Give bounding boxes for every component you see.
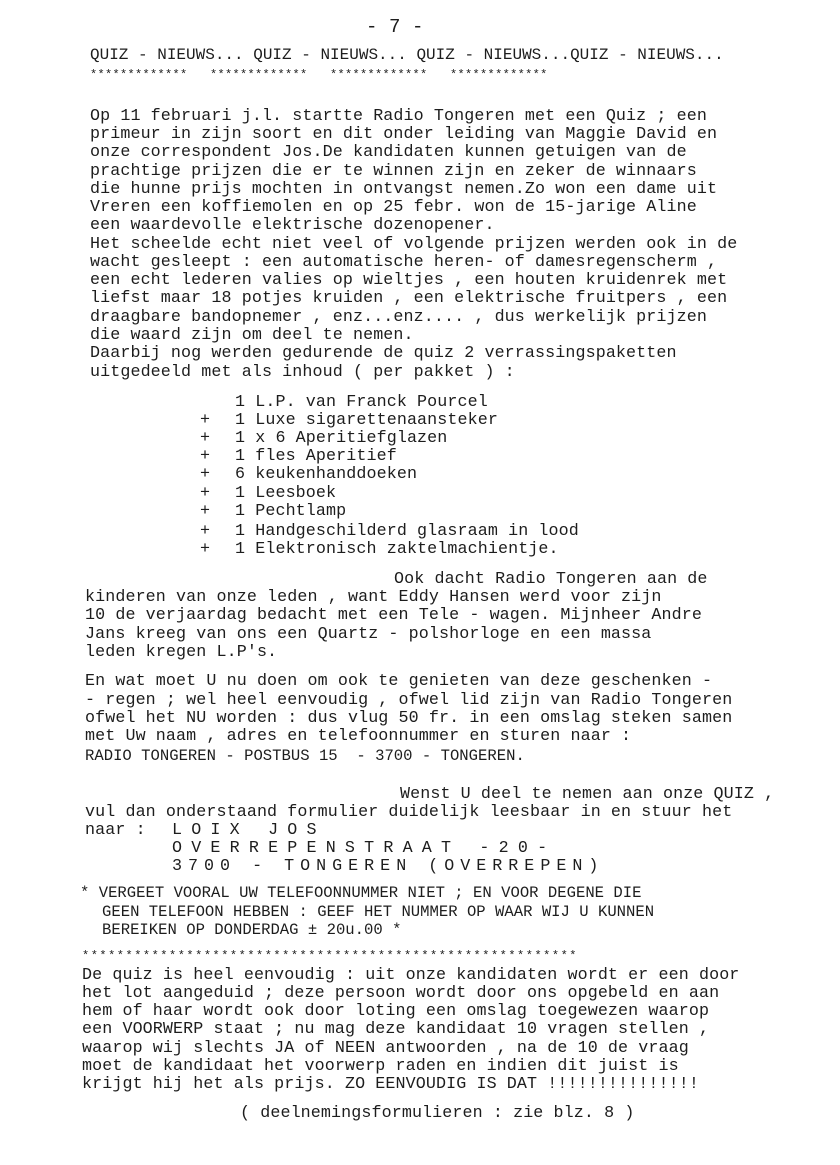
plus-sign: + — [200, 522, 211, 541]
plus-sign: + — [200, 484, 211, 503]
package-item: 1 fles Aperitief — [235, 447, 397, 466]
package-item: 1 Handgeschilderd glasraam in lood — [235, 522, 579, 541]
rules-line: het lot aangeduid ; deze persoon wordt door ons opgebeld en aan — [82, 984, 720, 1003]
join-line: - regen ; wel heel eenvoudig , ofwel lid zijn van Radio Tongeren — [85, 691, 733, 710]
page-number: - 7 - — [366, 16, 424, 38]
plus-sign: + — [200, 447, 211, 466]
address-city: 3700 - TONGEREN (OVERREPEN) — [172, 857, 605, 876]
reminder-line: BEREIKEN OP DONDERDAG ± 20u.00 * — [102, 921, 402, 939]
intro-line: Op 11 februari j.l. startte Radio Tongeren met een Quiz ; een — [90, 107, 707, 126]
intro-line: een waardevolle elektrische dozenopener. — [90, 216, 495, 235]
kids-line: 10 de verjaardag bedacht met een Tele - wagen. Mijnheer Andre — [85, 606, 702, 625]
join-line: ofwel het NU worden : dus vlug 50 fr. in een omslag steken samen — [85, 709, 733, 728]
intro-line: die hunne prijs mochten in ontvangst nemen.Zo won een dame uit — [90, 180, 718, 199]
kids-line: leden kregen L.P's. — [85, 643, 278, 662]
intro-line: Het scheelde echt niet veel of volgende prijzen werden ook in de — [90, 235, 738, 254]
form-line: naar : — [85, 821, 146, 840]
address-name: LOIX JOS — [172, 821, 326, 840]
intro-line: Daarbij nog werden gedurende de quiz 2 verrassingspaketten — [90, 344, 677, 363]
header-stars: ************* ************* ************* ************* — [90, 68, 548, 82]
package-item: 1 Luxe sigarettenaansteker — [235, 411, 498, 430]
intro-line: een echt lederen valies op wieltjes , een houten kruidenrek met — [90, 271, 728, 290]
form-line: vul dan onderstaand formulier duidelijk leesbaar in en stuur het — [85, 803, 733, 822]
intro-line: Vreren een koffiemolen en op 25 febr. won de 15-jarige Aline — [90, 198, 697, 217]
intro-line: onze correspondent Jos.De kandidaten kunnen getuigen van de — [90, 143, 687, 162]
divider-stars: ********************************************************* — [82, 949, 578, 963]
rules-line: De quiz is heel eenvoudig : uit onze kandidaten wordt er een door — [82, 966, 740, 985]
rules-line: waarop wij slechts JA of NEEN antwoorden , na de 10 de vraag — [82, 1039, 689, 1058]
package-item: 1 x 6 Aperitiefglazen — [235, 429, 448, 448]
package-item: 6 keukenhanddoeken — [235, 465, 418, 484]
footer-note: ( deelnemingsformulieren : zie blz. 8 ) — [240, 1104, 635, 1123]
rules-line: moet de kandidaat het voorwerp raden en indien dit juist is — [82, 1057, 679, 1076]
plus-sign: + — [200, 540, 211, 559]
package-item: 1 Pechtlamp — [235, 502, 347, 521]
intro-line: die waard zijn om deel te nemen. — [90, 326, 414, 345]
package-item: 1 Elektronisch zaktelmachientje. — [235, 540, 559, 559]
plus-sign: + — [200, 465, 211, 484]
form-line: Wenst U deel te nemen aan onze QUIZ , — [400, 785, 775, 804]
join-line: met Uw naam , adres en telefoonnummer en sturen naar : — [85, 727, 632, 746]
join-line: En wat moet U nu doen om ook te genieten van deze geschenken - — [85, 672, 713, 691]
plus-sign: + — [200, 429, 211, 448]
reminder-line: * VERGEET VOORAL UW TELEFOONNUMMER NIET ; EN VOOR DEGENE DIE — [80, 884, 642, 902]
intro-line: draagbare bandopnemer , enz...enz.... , dus werkelijk prijzen — [90, 308, 707, 327]
kids-line: Jans kreeg van ons een Quartz - polshorloge en een massa — [85, 625, 652, 644]
reminder-line: GEEN TELEFOON HEBBEN : GEEF HET NUMMER OP WAAR WIJ U KUNNEN — [102, 903, 655, 921]
package-item: 1 Leesboek — [235, 484, 337, 503]
intro-line: uitgedeeld met als inhoud ( per pakket ) : — [90, 363, 515, 382]
intro-line: liefst maar 18 potjes kruiden , een elektrische fruitpers , een — [90, 289, 728, 308]
header-quiz-news: QUIZ - NIEUWS... QUIZ - NIEUWS... QUIZ - NIEUWS...QUIZ - NIEUWS... — [90, 46, 724, 64]
intro-line: wacht gesleept : een automatische heren- of damesregenscherm , — [90, 253, 718, 272]
plus-sign: + — [200, 502, 211, 521]
rules-line: krijgt hij het als prijs. ZO EENVOUDIG IS DAT !!!!!!!!!!!!!!! — [82, 1075, 699, 1094]
kids-line: kinderen van onze leden , want Eddy Hansen werd voor zijn — [85, 588, 662, 607]
rules-line: hem of haar wordt ook door loting een omslag toegewezen waarop — [82, 1002, 710, 1021]
package-item: 1 L.P. van Franck Pourcel — [235, 393, 488, 412]
address-street: OVERREPENSTRAAT -20- — [172, 839, 557, 858]
intro-line: primeur in zijn soort en dit onder leiding van Maggie David en — [90, 125, 718, 144]
intro-line: prachtige prijzen die er te winnen zijn en zeker de winnaars — [90, 162, 697, 181]
kids-line: Ook dacht Radio Tongeren aan de — [394, 570, 708, 589]
postbus-address: RADIO TONGEREN - POSTBUS 15 - 3700 - TONGEREN. — [85, 747, 525, 765]
rules-line: een VOORWERP staat ; nu mag deze kandidaat 10 vragen stellen , — [82, 1020, 710, 1039]
plus-sign: + — [200, 411, 211, 430]
